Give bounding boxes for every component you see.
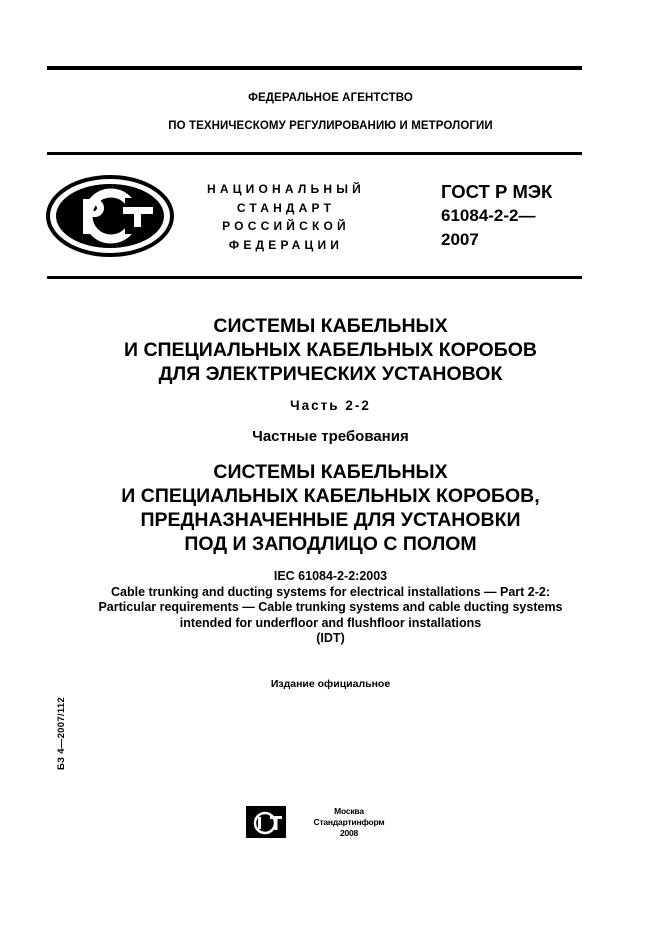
side-code: БЗ 4—2007/112 (56, 696, 67, 770)
agency-line-2: ПО ТЕХНИЧЕСКОМУ РЕГУЛИРОВАНИЮ И МЕТРОЛОГИИ (168, 120, 493, 132)
national-standard-label (196, 180, 376, 254)
subtitle: Частные требования (252, 428, 409, 445)
title-rule (47, 276, 582, 279)
part-title-line-2: И СПЕЦИАЛЬНЫХ КАБЕЛЬНЫХ КОРОБОВ, (121, 485, 540, 507)
part-title (0, 460, 661, 556)
top-rule (47, 66, 582, 70)
designation-line-1: ГОСТ Р МЭК (441, 181, 553, 202)
part-title-line-3: ПРЕДНАЗНАЧЕННЫЕ ДЛЯ УСТАНОВКИ (140, 509, 521, 531)
designation-line-2: 61084-2-2— (441, 206, 536, 225)
iec-reference (0, 569, 661, 647)
agency-line-1: ФЕДЕРАЛЬНОЕ АГЕНТСТВО (248, 92, 413, 104)
header-rule (47, 152, 582, 155)
designation-line-3: 2007 (441, 230, 479, 249)
main-title (0, 314, 661, 386)
standartinform-logo-icon (246, 806, 286, 838)
standard-type-line-4: ФЕДЕРАЦИИ (228, 237, 344, 252)
iec-identity: (IDT) (316, 631, 345, 645)
publisher-name: Стандартинформ (313, 817, 385, 827)
part-number: Часть 2-2 (290, 398, 371, 413)
iec-title-line-3: intended for underfloor and flushfloor installations (179, 615, 482, 630)
publisher-year: 2008 (339, 828, 359, 838)
part-title-line-4: ПОД И ЗАПОДЛИЦО С ПОЛОМ (184, 533, 477, 555)
iec-code: IEC 61084-2-2:2003 (273, 569, 388, 583)
main-title-line-2: И СПЕЦИАЛЬНЫХ КАБЕЛЬНЫХ КОРОБОВ (124, 339, 537, 361)
standard-type-line-3: РОССИЙСКОЙ (222, 219, 350, 233)
standard-designation (441, 180, 552, 252)
main-title-line-1: СИСТЕМЫ КАБЕЛЬНЫХ (213, 315, 448, 337)
publisher (304, 806, 394, 839)
gost-r-logo-icon (45, 174, 175, 258)
part-title-line-1: СИСТЕМЫ КАБЕЛЬНЫХ (213, 461, 448, 483)
iec-title-line-2: Particular requirements — Cable trunking systems and cable ducting systems (98, 600, 563, 614)
publisher-city: Москва (334, 806, 364, 816)
iec-title-line-1: Cable trunking and ducting systems for electrical installations — Part 2-2: (111, 584, 550, 599)
standard-type-line-1: НАЦИОНАЛЬНЫЙ (206, 182, 366, 196)
main-title-line-3: ДЛЯ ЭЛЕКТРИЧЕСКИХ УСТАНОВОК (158, 363, 503, 385)
standard-type-line-2: СТАНДАРТ (236, 200, 336, 215)
edition-label: Издание официальное (270, 678, 391, 690)
